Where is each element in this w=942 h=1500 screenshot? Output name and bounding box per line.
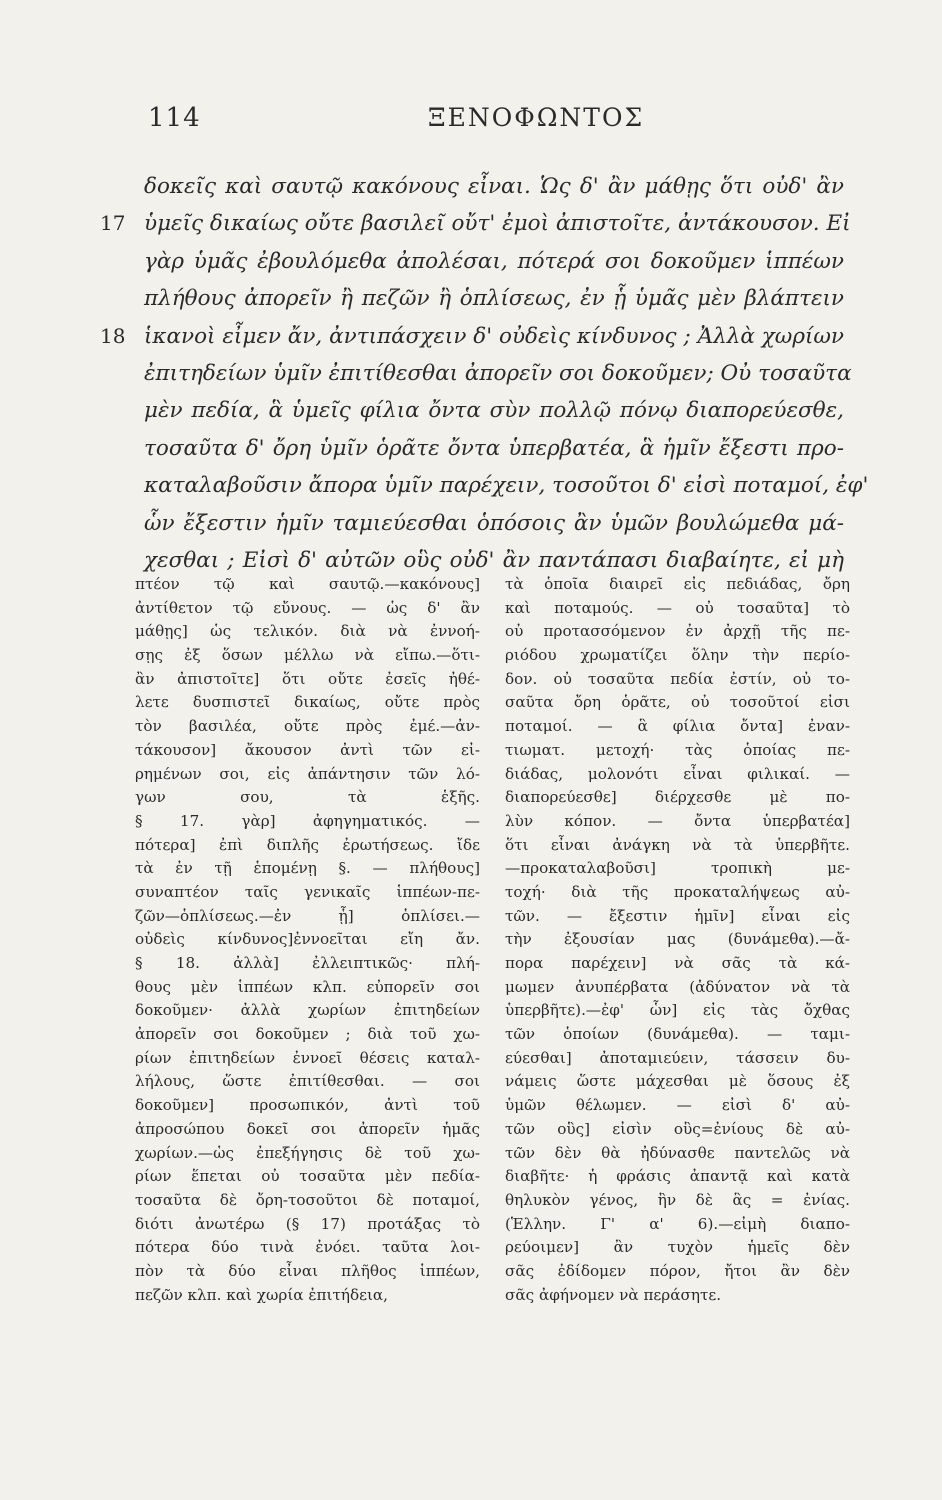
note-line: τὸν βασιλέα, οὔτε πρὸς ἐμέ.—ἀν- (135, 717, 480, 736)
note-line: θηλυκὸν γένος, ἣν δὲ ἃς = ἐνίας. (505, 1190, 850, 1209)
main-text-line (100, 505, 855, 542)
note-line: εύεσθαι] ἀποταμιεύειν, τάσσειν δυ- (505, 1048, 850, 1067)
note-line: (Ἑλλην. Γ' α' 6).—εἰμὴ διαπο- (505, 1214, 850, 1233)
note-line: ἂν ἀπιστοῖτε] ὅτι οὔτε ἐσεῖς ἠθέ- (135, 669, 480, 688)
note-line: διότι ἀνωτέρω (§ 17) προτάξας τὸ (135, 1214, 480, 1233)
note-line: πὸν τὰ δύο εἶναι πλῆθος ἱππέων, (135, 1261, 480, 1280)
note-line: ποταμοί. — ἃ φίλια ὄντα] ἐναν- (505, 717, 850, 736)
main-text-line (100, 168, 855, 205)
note-line: ρημένων σοι, εἰς ἀπάντησιν τῶν λό- (135, 764, 480, 783)
note-line: πορα παρέχειν] νὰ σᾶς τὰ κά- (505, 954, 850, 972)
note-line: λήλους, ὥστε ἐπιτίθεσθαι. — σοι (135, 1072, 480, 1091)
page-header (138, 103, 828, 143)
main-text-line (100, 467, 869, 504)
note-line: διαπορεύεσθε] διέρχεσθε μὲ πο- (505, 788, 850, 807)
note-line: ὑμῶν θέλωμεν. — εἰσὶ δ' αὐ- (505, 1096, 850, 1115)
note-line: § 18. ἀλλὰ] ἐλλειπτικῶς· πλή- (135, 954, 480, 972)
main-text-line (100, 318, 855, 355)
note-line: οὐδεὶς κίνδυνος]ἐννοεῖται εἴη ἄν. (135, 930, 480, 949)
main-text (100, 168, 869, 579)
note-line: ἀπροσώπου δοκεῖ σοι ἀπορεῖν ἡμᾶς (135, 1119, 480, 1138)
note-line: διάδας, μολονότι εἶναι φιλικαί. — (505, 764, 850, 783)
note-line: σῃς ἐξ ὅσων μέλλω νὰ εἴπω.—ὅτι- (135, 646, 480, 665)
section-number: 17 (100, 211, 126, 236)
note-line: τιωματ. μετοχή· τὰς ὁποίας πε- (505, 740, 850, 759)
note-line: νάμεις ὥστε μάχεσθαι μὲ ὅσους ἐξ (505, 1072, 850, 1091)
note-line: τάκουσον] ἄκουσον ἀντὶ τῶν εἰ- (135, 740, 480, 759)
note-line: τῶν οὓς] εἰσὶν οὓς=ἐνίους δὲ αὐ- (505, 1119, 850, 1138)
main-text-line (100, 430, 855, 467)
main-text-line (100, 205, 855, 242)
note-line: τῶν ὁποίων (δυνάμεθα). — ταμι- (505, 1025, 850, 1044)
note-line: δοκοῦμεν· ἀλλὰ χωρίων ἐπιτηδείων (135, 1001, 480, 1020)
note-line: λετε δυσπιστεῖ δικαίως, οὔτε πρὸς (135, 693, 480, 712)
main-text-content: χεσθαι ; Εἰσὶ δ' αὐτῶν οὓς οὐδ' ἂν παντάπασι διαβαίητε, εἰ μὴ (144, 547, 844, 573)
note-line: σᾶς ἐδίδομεν πόρον, ἤτοι ἂν δὲν (505, 1261, 850, 1280)
note-line: § 17. γὰρ] ἀφηγηματικός. — (135, 811, 480, 830)
running-title: ΞΕΝΟΦΩΝΤΟΣ (428, 103, 645, 132)
note-line: καὶ ποταμούς. — οὐ τοσαῦτα] τὸ (505, 598, 850, 617)
note-line: τοχή· διὰ τῆς προκαταλήψεως αὐ- (505, 882, 850, 901)
main-text-line (100, 355, 855, 392)
note-line: ὑπερβῆτε).—ἐφ' ὧν] εἰς τὰς ὄχθας (505, 1001, 850, 1020)
note-line: τὰ ὁποῖα διαιρεῖ εἰς πεδιάδας, ὄρη (505, 575, 850, 593)
section-number: 18 (100, 323, 126, 348)
note-line: ρίων ἕπεται οὐ τοσαῦτα μὲν πεδία- (135, 1167, 480, 1186)
note-line: τῶν. — ἔξεστιν ἡμῖν] εἶναι εἰς (505, 906, 850, 925)
note-line: οὐ προτασσόμενον ἐν ἀρχῇ τῆς πε- (505, 622, 850, 641)
page-number: 114 (148, 103, 201, 133)
note-line: λὺν κόπον. — ὄντα ὑπερβατέα] (505, 811, 850, 830)
note-line: ἀντίθετον τῷ εὔνους. — ὡς δ' ἂν (135, 598, 480, 617)
note-line: ἀπορεῖν σοι δοκοῦμεν ; διὰ τοῦ χω- (135, 1025, 480, 1044)
main-text-content: μὲν πεδία, ἃ ὑμεῖς φίλια ὄντα σὺν πολλῷ πόνῳ διαπορεύεσθε, (144, 398, 844, 424)
note-line: μωμεν ἀνυπέρβατα (ἀδύνατον νὰ τὰ (505, 977, 850, 996)
main-text-content: ὑμεῖς δικαίως οὔτε βασιλεῖ οὔτ' ἐμοὶ ἀπιστοῖτε, ἀντάκουσον. Εἰ (144, 211, 851, 237)
note-line: τῶν δὲν θὰ ἠδύνασθε παντελῶς νὰ (505, 1143, 850, 1162)
note-line: δον. οὐ τοσαῦτα πεδία ἐστίν, οὐ το- (505, 669, 850, 688)
note-line: μάθῃς] ὡς τελικόν. διὰ νὰ ἐννοή- (135, 622, 480, 641)
note-line: συναπτέον ταῖς γενικαῖς ἱππέων-πε- (135, 882, 480, 901)
note-line: πότερα δύο τινὰ ἐνόει. ταῦτα λοι- (135, 1238, 480, 1257)
note-line: θους μὲν ἱππέων κλπ. εὐπορεῖν σοι (135, 977, 480, 996)
main-text-line (100, 392, 855, 429)
note-line: ζῶν—ὁπλίσεως.—ἐν ᾗ] ὁπλίσει.— (135, 906, 480, 925)
note-line: τοσαῦτα δὲ ὄρη-τοσοῦτοι δὲ ποταμοί, (135, 1190, 480, 1209)
note-line: πεζῶν κλπ. καὶ χωρία ἐπιτήδεια, (135, 1285, 389, 1304)
main-text-line (100, 243, 855, 280)
note-line: ρίων ἐπιτηδείων ἐννοεῖ θέσεις καταλ- (135, 1048, 480, 1067)
note-line: γων σου, τὰ ἑξῆς. (135, 788, 480, 807)
note-line: τὴν ἐξουσίαν μας (δυνάμεθα).—ἄ- (505, 930, 850, 949)
main-text-content: καταλαβοῦσιν ἄπορα ὑμῖν παρέχειν, τοσοῦτοι δ' εἰσὶ ποταμοί, ἐφ' (144, 473, 869, 499)
main-text-content: ἐπιτηδείων ὑμῖν ἐπιτίθεσθαι ἀπορεῖν σοι δοκοῦμεν; Οὐ τοσαῦτα (144, 360, 852, 386)
main-text-content: τοσαῦτα δ' ὄρη ὑμῖν ὁρᾶτε ὄντα ὑπερβατέα, ἃ ἡμῖν ἔξεστι προ- (144, 435, 844, 461)
note-line: σαῦτα ὄρη ὁρᾶτε, οὐ τοσοῦτοί εἰσι (505, 693, 850, 712)
note-line: ὅτι εἶναι ἀνάγκη νὰ τὰ ὑπερβῆτε. (505, 835, 850, 854)
notes-left-column (135, 573, 480, 1307)
note-line: διαβῆτε· ἡ φράσις ἀπαντᾷ καὶ κατὰ (505, 1167, 850, 1186)
main-text-content: γὰρ ὑμᾶς ἐβουλόμεθα ἀπολέσαι, πότερά σοι δοκοῦμεν ἱππέων (144, 248, 844, 274)
note-line: δοκοῦμεν] προσωπικόν, ἀντὶ τοῦ (135, 1096, 480, 1115)
main-text-content: δοκεῖς καὶ σαυτῷ κακόνους εἶναι. Ὡς δ' ἂν μάθῃς ὅτι οὐδ' ἂν (144, 174, 844, 199)
notes-right-column (505, 573, 850, 1307)
main-text-content: πλήθους ἀπορεῖν ἢ πεζῶν ἢ ὁπλίσεως, ἐν ᾗ ὑμᾶς μὲν βλάπτειν (144, 286, 844, 312)
note-line: ρεύοιμεν] ἂν τυχὸν ἡμεῖς δὲν (505, 1238, 850, 1257)
note-line: σᾶς ἀφήνομεν νὰ περάσητε. (505, 1285, 722, 1304)
note-line: πτέον τῷ καὶ σαυτῷ.—κακόνους] (135, 575, 480, 593)
main-text-line (100, 280, 855, 317)
note-line: ριόδου χρωματίζει ὅλην τὴν περίο- (505, 646, 850, 665)
note-line: πότερα] ἐπὶ διπλῆς ἐρωτήσεως. ἴδε (135, 835, 480, 854)
note-line: —προκαταλαβοῦσι] τροπικὴ με- (505, 859, 850, 878)
main-text-content: ἱκανοὶ εἶμεν ἄν, ἀντιπάσχειν δ' οὐδεὶς κίνδυνος ; Ἀλλὰ χωρίων (144, 323, 844, 349)
note-line: χωρίων.—ὡς ἐπεξήγησις δὲ τοῦ χω- (135, 1143, 480, 1162)
main-text-content: ὧν ἔξεστιν ἡμῖν ταμιεύεσθαι ὁπόσοις ἂν ὑμῶν βουλώμεθα μά- (144, 510, 844, 536)
note-line: τὰ ἐν τῇ ἑπομένῃ §. — πλήθους] (135, 859, 480, 878)
